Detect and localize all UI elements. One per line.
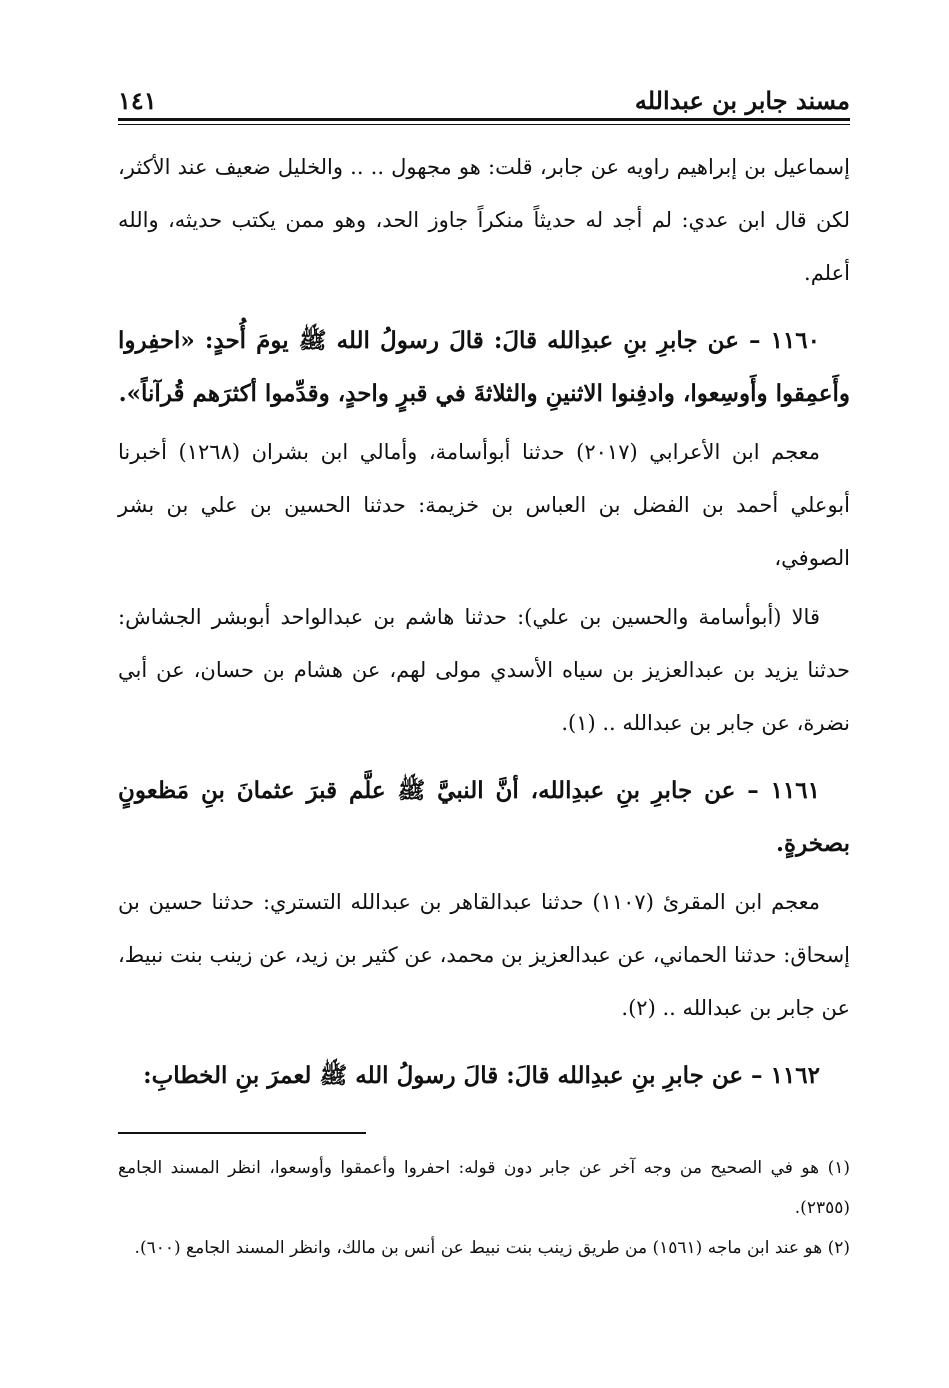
isnad-paragraph-1: قالا (أبوأسامة والحسين بن علي): حدثنا هاشم بن عبدالواحد أبوبشر الجشاش: حدثنا يزيد بن عبدالعزيز بن سياه الأسدي مولى لهم، عن هشام بن حسان، عن أبي نضرة، عن جابر بن عبدالله .. (١). bbox=[118, 605, 850, 735]
book-page bbox=[118, 84, 850, 1268]
header-rule-thin bbox=[118, 124, 850, 125]
paragraph-continuation: إسماعيل بن إبراهيم راويه عن جابر، قلت: هو مجهول .. .. والخليل ضعيف عند الأكثر، لكن قال ابن عدي: لم أجد له حديثاً منكراً جاوز الحد، وهو ممن يكتب حديثه، والله أعلم. bbox=[118, 155, 850, 285]
footnote-separator bbox=[118, 1132, 366, 1134]
hadith-1160: ١١٦٠ – عن جابرِ بنِ عبدِالله قالَ: قالَ رسولُ الله ﷺ يومَ أُحدٍ: «احفِروا وأَعمِقوا وأَوسِعوا، وادفِنوا الاثنينِ والثلاثةَ في قبرٍ واحدٍ، وقدِّموا أكثرَهم قُرآناً». bbox=[118, 327, 850, 407]
hadith-1161: ١١٦١ – عن جابرِ بنِ عبدِالله، أنَّ النبيَّ ﷺ علَّم قبرَ عثمانَ بنِ مَظعونٍ بصخرةٍ. bbox=[118, 777, 850, 857]
header-rule bbox=[118, 118, 850, 121]
footnote-1: (١) هو في الصحيح من وجه آخر عن جابر دون قوله: احفروا وأعمقوا وأوسعوا، انظر المسند الجامع (٢٣٥٥). bbox=[118, 1158, 850, 1218]
page-number: ١٤١ bbox=[118, 86, 157, 115]
footnote-2: (٢) هو عند ابن ماجه (١٥٦١) من طريق زينب بنت نبيط عن أنس بن مالك، وانظر المسند الجامع (٦٠٠). bbox=[134, 1238, 850, 1258]
hadith-1162: ١١٦٢ – عن جابرِ بنِ عبدِالله قالَ: قالَ رسولُ الله ﷺ لعمرَ بنِ الخطابِ: bbox=[143, 1062, 820, 1089]
body-text bbox=[118, 141, 850, 1102]
source-paragraph-1: معجم ابن الأعرابي (٢٠١٧) حدثنا أبوأسامة، وأمالي ابن بشران (١٢٦٨) أخبرنا أبوعلي أحمد بن الفضل بن العباس بن خزيمة: حدثنا الحسين بن علي بن بشر الصوفي، bbox=[118, 440, 850, 570]
page-header bbox=[118, 84, 850, 118]
source-paragraph-2: معجم ابن المقرئ (١١٠٧) حدثنا عبدالقاهر بن عبدالله التستري: حدثنا حسين بن إسحاق: حدثنا الحماني، عن عبدالعزيز بن محمد، عن كثير بن زيد، عن زينب بنت نبيط، عن جابر بن عبدالله .. (٢). bbox=[118, 890, 850, 1020]
footnotes bbox=[118, 1148, 850, 1268]
running-title: مسند جابر بن عبدالله bbox=[634, 86, 850, 115]
